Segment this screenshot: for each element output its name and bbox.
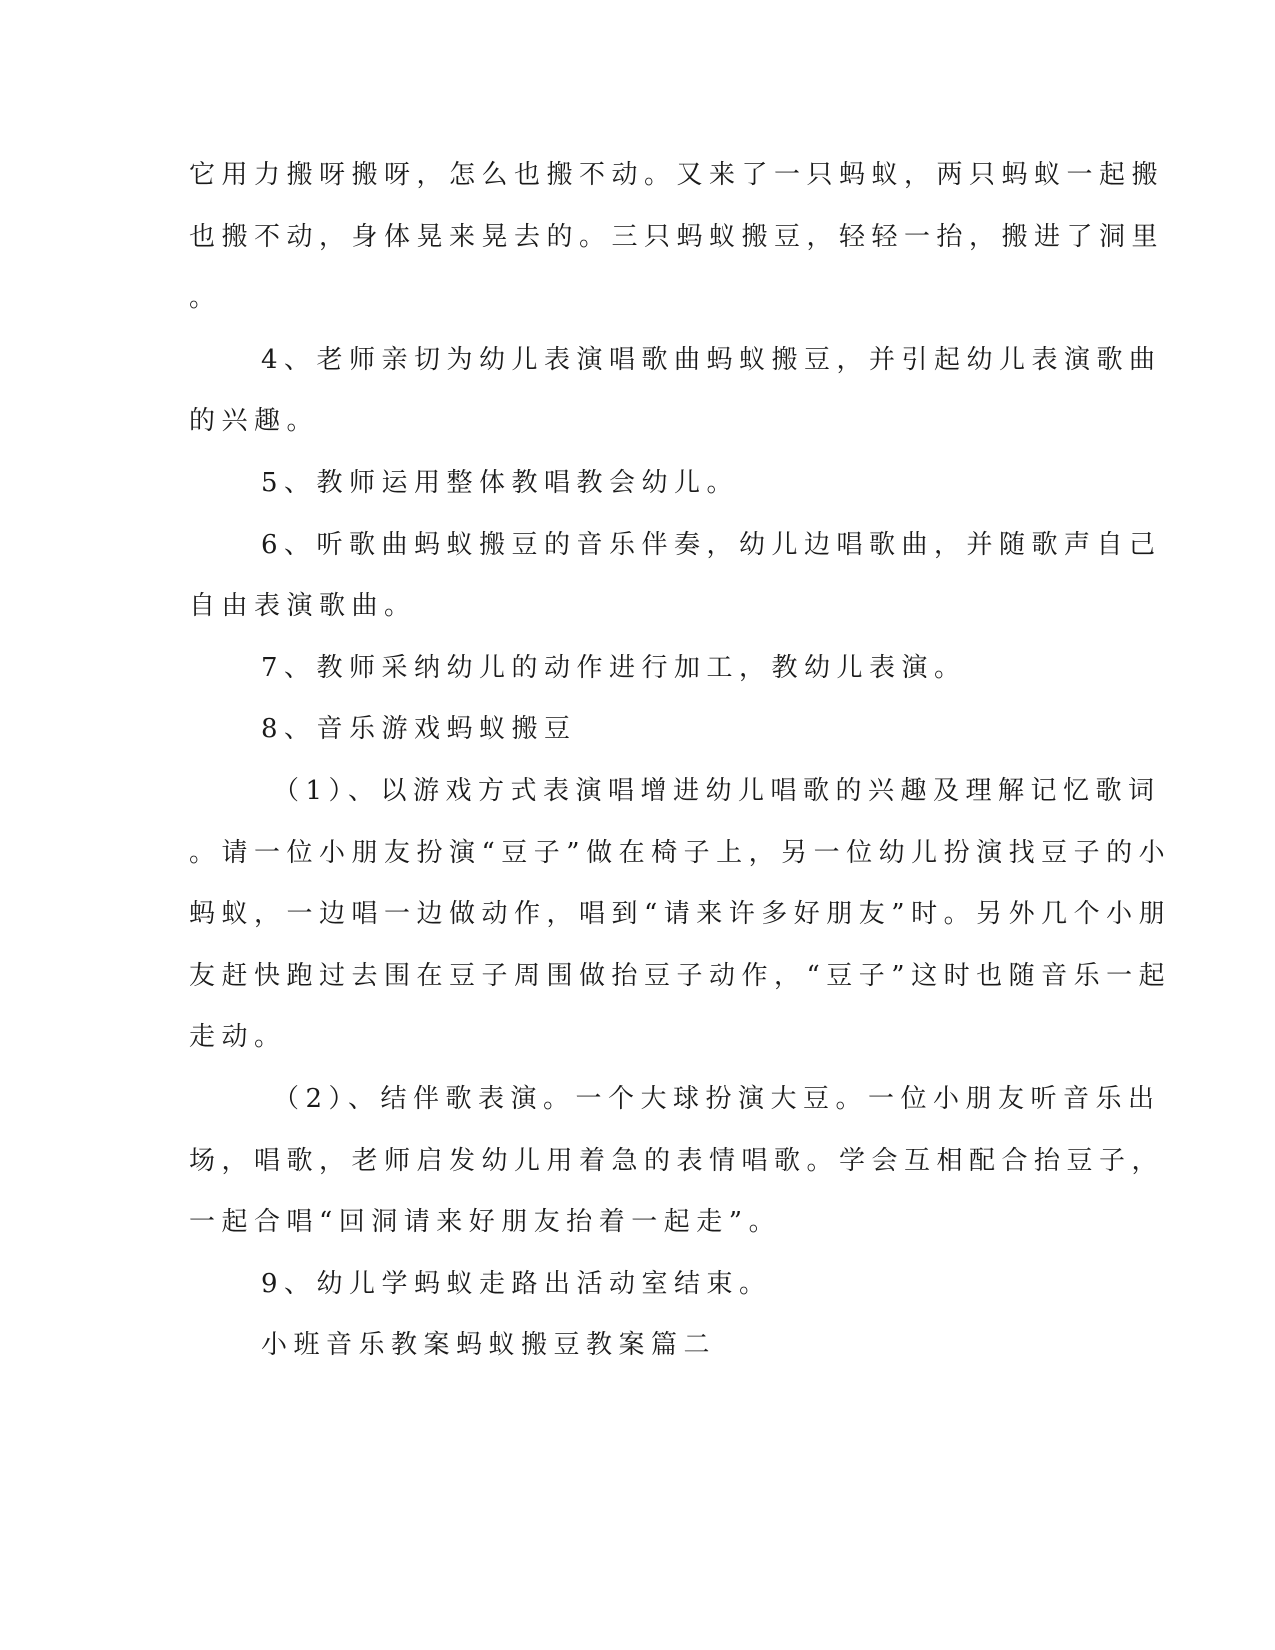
step-5-text: 5、教师运用整体教唱教会幼儿。 [261, 467, 740, 498]
text-line: 一起合唱“回洞请来好朋友抬着一起走”。 [189, 1207, 782, 1238]
substep-1-text: （1）、以游戏方式表演唱增进幼儿唱歌的兴趣及理解记忆歌词 [273, 775, 1161, 806]
text-line: 友赶快跑过去围在豆子周围做抬豆子动作，“豆子”这时也随音乐一起 [189, 960, 1172, 991]
step-7-text: 7、教师采纳幼儿的动作进行加工，教幼儿表演。 [261, 652, 967, 683]
text-line: 场，唱歌，老师启发幼儿用着急的表情唱歌。学会互相配合抬豆子， [189, 1145, 1165, 1176]
step-9-text: 9、幼儿学蚂蚁走路出活动室结束。 [261, 1268, 772, 1299]
text-line: 。 [189, 283, 222, 314]
step-8-text: 8、音乐游戏蚂蚁搬豆 [261, 714, 577, 745]
document-body [189, 160, 1172, 1392]
text-line: 自由表演歌曲。 [189, 591, 417, 622]
text-line: 也搬不动，身体晃来晃去的。三只蚂蚁搬豆，轻轻一抬，搬进了洞里 [189, 221, 1165, 252]
text-line: 它用力搬呀搬呀，怎么也搬不动。又来了一只蚂蚁，两只蚂蚁一起搬 [189, 160, 1165, 190]
text-line: 的兴趣。 [189, 406, 320, 437]
step-6-text: 6、听歌曲蚂蚁搬豆的音乐伴奏，幼儿边唱歌曲，并随歌声自己 [261, 529, 1162, 560]
step-4-text: 4、老师亲切为幼儿表演唱歌曲蚂蚁搬豆，并引起幼儿表演歌曲 [261, 344, 1162, 375]
text-line: 走动。 [189, 1022, 287, 1053]
text-line: 。请一位小朋友扮演“豆子”做在椅子上，另一位幼儿扮演找豆子的小 [189, 837, 1172, 868]
section-heading: 小班音乐教案蚂蚁搬豆教案篇二 [261, 1330, 717, 1361]
text-line: 蚂蚁，一边唱一边做动作，唱到“请来许多好朋友”时。另外几个小朋 [189, 899, 1172, 930]
substep-2-text: （2）、结伴歌表演。一个大球扮演大豆。一位小朋友听音乐出 [273, 1083, 1161, 1114]
